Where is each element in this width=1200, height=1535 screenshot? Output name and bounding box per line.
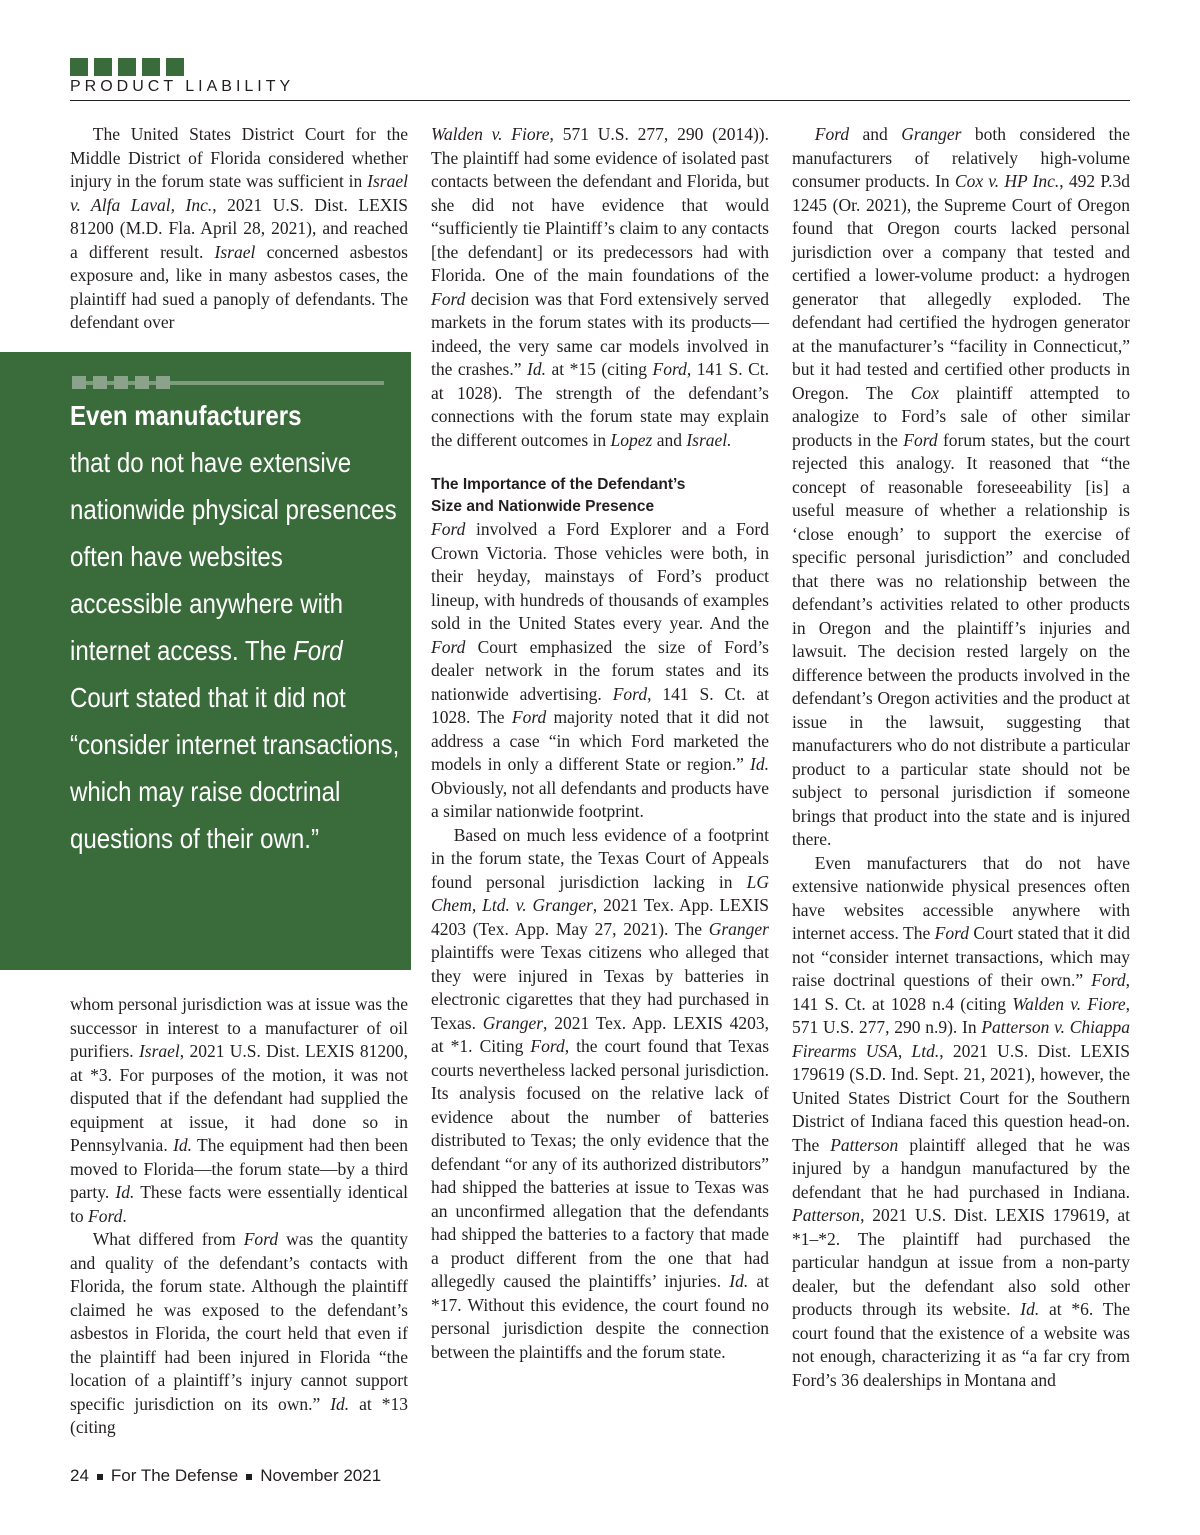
header-rule (70, 100, 1130, 101)
body-paragraph: Ford involved a Ford Explorer and a Ford Crown Victoria. Those vehicles were both, in their heyday, mainstays of Ford’s product lineup, with hundreds of thousands of examples sold in the United States every year. And the Ford Court emphasized the size of Ford’s dealer network in the forum states and its nationwide advertising. Ford, 141 S. Ct. at 1028. The Ford majority noted that it did not address a case “in which Ford marketed the models in only a different State or region.” Id. Obviously, not all defendants and products have a similar nationwide footprint. (431, 519, 769, 821)
issue-date: November 2021 (260, 1466, 382, 1485)
publication-name: For The Defense (110, 1466, 239, 1485)
pull-quote-text (70, 392, 400, 862)
page-number: 24 (70, 1466, 89, 1485)
pull-quote-decoration-squares (72, 376, 170, 389)
body-paragraph: Even manufacturers that do not have extensive nationwide physical presences often have websites accessible anywhere with internet access. The Ford Court stated that it did not “consider internet transactions, which may raise doctrinal questions of their own.” Ford, 141 S. Ct. at 1028 n.4 (citing Walden v. Fiore, 571 U.S. 277, 290 n.9). In Patterson v. Chiappa Firearms USA, Ltd., 2021 U.S. Dist. LEXIS 179619 (S.D. Ind. Sept. 21, 2021), however, the United States District Court for the Southern District of Indiana faced this question head-on. The Patterson plaintiff alleged that he was injured by a handgun manufactured by the defendant that he had purchased in Indiana. Patterson, 2021 U.S. Dist. LEXIS 179619, at *1–*2. The plaintiff had purchased the particular handgun at issue from a non-party dealer, but the defendant also sold other products through its website. Id. at *6. The court found that the existence of a website was not enough, characterizing it as “a far cry from Ford’s 36 dealerships in Montana and (792, 852, 1131, 1390)
column-2 (431, 123, 769, 1364)
body-paragraph: What differed from Ford was the quantity and quality of the defendant’s contacts with Florida, the forum state. Although the plaintiff claimed he was exposed to the defendant’s asbestos in Florida, the court held that even if the plaintiff had been injured in Florida “the location of a plaintiff’s injury cannot support specific jurisdiction on its own.” Id. at *13 (citing (70, 1229, 409, 1437)
column-1-top (70, 123, 408, 335)
footer-bullet (246, 1474, 252, 1480)
body-paragraph: Walden v. Fiore, 571 U.S. 277, 290 (2014)). The plaintiff had some evidence of isolated past contacts between the defendant and Florida, but she did not have evidence that would “sufficiently tie Plaintiff’s claim to any contacts [the defendant] or its predecessors had with Florida. One of the main foundations of the Ford decision was that Ford extensively served markets in the forum states with its products—indeed, the very same car models involved in the crashes.” Id. at *15 (citing Ford, 141 S. Ct. at 1028). The strength of the defendant’s connections with the forum state may explain the different outcomes in Lopez and Israel. (431, 124, 769, 450)
column-3 (792, 123, 1130, 1392)
section-label: PRODUCT LIABILITY (70, 78, 295, 95)
body-paragraph: Based on much less evidence of a footprint in the forum state, the Texas Court of Appeals found personal jurisdiction lacking in LG Chem, Ltd. v. Granger, 2021 Tex. App. LEXIS 4203 (Tex. App. May 27, 2021). The Granger plaintiffs were Texas citizens who alleged that they were injured in Texas by batteries in electronic cigarettes that they had purchased in Texas. Granger, 2021 Tex. App. LEXIS 4203, at *1. Citing Ford, the court found that Texas courts nevertheless lacked personal jurisdiction. Its analysis focused on the relative lack of evidence about the number of batteries distributed to Texas; the only evidence that the defendant “or any of its authorized distributors” had shipped the batteries at issue to Texas was an unconfirmed allegation that the defendants had shipped the batteries to a factory that made a product different from the one that had allegedly caused the plaintiffs’ injuries. Id. at *17. Without this evidence, the court found no personal jurisdiction despite the connection between the plaintiffs and the forum state. (431, 824, 770, 1362)
header-decoration-squares (70, 58, 184, 76)
subhead-line: The Importance of the Defendant’s (431, 476, 686, 493)
subhead-line: Size and Nationwide Presence (431, 498, 655, 515)
body-paragraph: whom personal jurisdiction was at issue was the successor in interest to a manufacturer of oil purifiers. Israel, 2021 U.S. Dist. LEXIS 81200, at *3. For purposes of the motion, it was not disputed that if the defendant had supplied the equipment at issue, it had done so in Pennsylvania. Id. The equipment had then been moved to Florida—the forum state—by a third party. Id. These facts were essentially identical to Ford. (70, 994, 408, 1226)
footer-bullet (97, 1474, 103, 1480)
body-paragraph: Ford and Granger both considered the manufacturers of relatively high-volume consumer products. In Cox v. HP Inc., 492 P.3d 1245 (Or. 2021), the Supreme Court of Oregon found that Oregon courts lacked personal jurisdiction over a company that tested and certified a lower-volume product: a hydrogen generator that allegedly exploded. The defendant had certified the hydrogen generator at the manufacturer’s “facility in Connecticut,” but it had tested and certified other products in Oregon. The Cox plaintiff attempted to analogize to Ford’s sale of other similar products in the Ford forum states, but the court rejected this analogy. It reasoned that “the concept of reasonable foreseeability [is] a useful measure of whether a relationship is ‘close enough’ to support the exercise of specific personal jurisdiction” and concluded that there was no relationship between the defendant’s activities related to other products in Oregon and the plaintiff’s injuries and lawsuit. The decision rested largely on the difference between the products involved in the defendant’s Oregon activities and the product at issue in the lawsuit, suggesting that manufacturers who do not distribute a particular product to a particular state should not be subject to personal jurisdiction if someone brings that product into the state and is injured there. (792, 124, 1131, 849)
section-subhead (431, 474, 769, 518)
column-1-bottom (70, 993, 408, 1440)
pull-quote-body: that do not have extensive nationwide physical presences often have websites accessible anywhere with internet access. The Ford Court stated that it did not “consider internet transactions, which may raise doctrinal questions of their own.” (70, 447, 400, 854)
body-paragraph: The United States District Court for the Middle District of Florida considered whether injury in the forum state was sufficient in Israel v. Alfa Laval, Inc., 2021 U.S. Dist. LEXIS 81200 (M.D. Fla. April 28, 2021), and reached a different result. Israel concerned asbestos exposure and, like in many asbestos cases, the plaintiff had sued a panoply of defendants. The defendant over (70, 124, 408, 332)
page-footer (70, 1466, 381, 1486)
pull-quote-lead: Even manufacturers (70, 400, 302, 431)
pull-quote (0, 352, 411, 970)
